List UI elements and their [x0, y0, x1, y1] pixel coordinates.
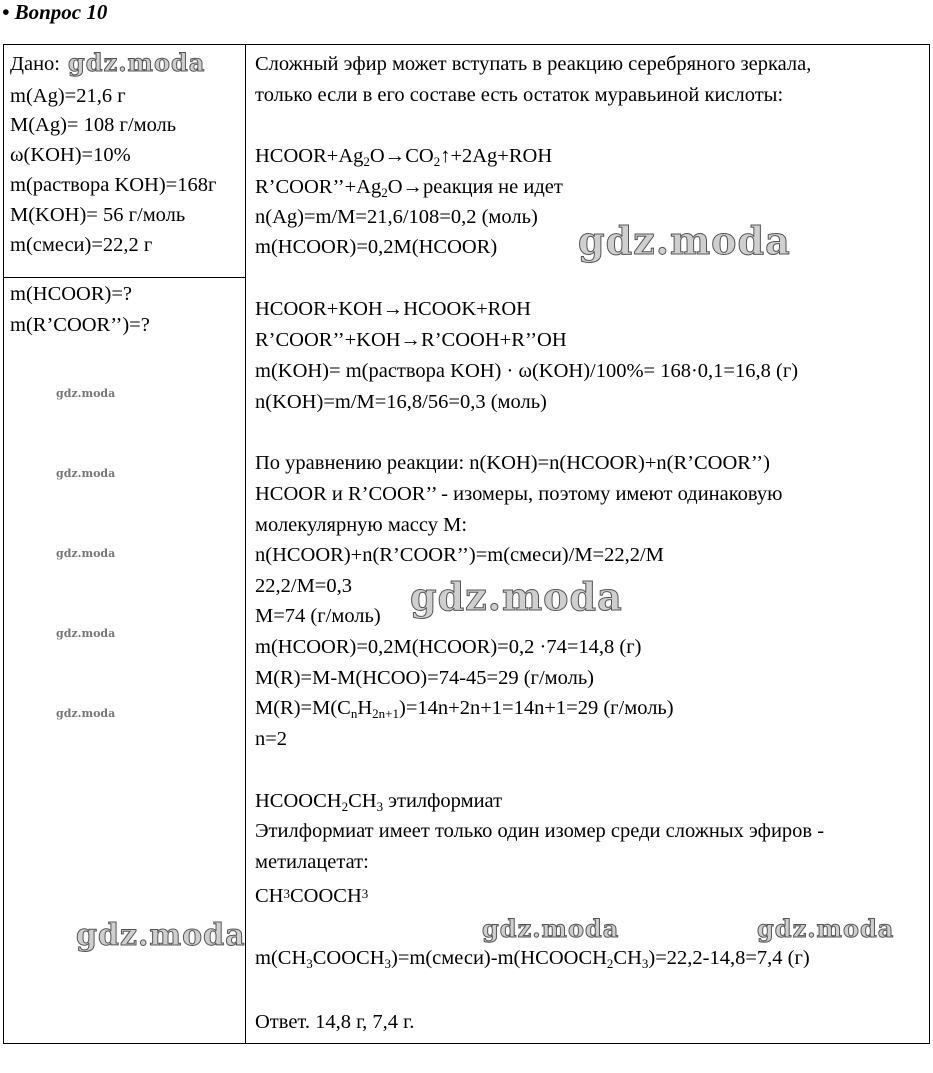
solution-line: M=74 (г/моль) — [255, 605, 381, 627]
given-line: M(KOH)= 56 г/моль — [10, 204, 186, 226]
formula-methyl-acetate-mass: $m(CH_3COOCH_3)=m(смеси)-m(HCOOCH_2CH_3)=22,2-14,8=7,4$ (г) — [255, 947, 810, 971]
watermark: gdz.moda — [56, 627, 116, 640]
solution-line: Сложный эфир может вступать в реакцию серебряного зеркала, — [255, 53, 812, 75]
watermark: gdz.moda — [56, 387, 116, 400]
solution-line: n=2 — [255, 728, 288, 750]
given-line: M(Ag)= 108 г/моль — [10, 114, 177, 136]
solution-line: m(KOH)= m(раствора KOH) · ω(KOH)/100%= 168·0,1=16,8 (г) — [255, 360, 799, 382]
given-line: m(раствора KOH)=168г — [10, 174, 217, 196]
solution-line: HCOOR и R’COOR’’ - изомеры, поэтому имеют одинаковую — [255, 483, 783, 505]
watermark: gdz.moda — [56, 467, 116, 480]
solution-line: n(HCOOR)+n(R’COOR’’)=m(смеси)/M=22,2/M — [255, 544, 664, 566]
watermark: gdz.moda — [56, 547, 116, 560]
given-find-divider — [4, 277, 246, 278]
solution-line: молекулярную массу М: — [255, 514, 468, 536]
watermark: gdz.moda — [68, 48, 206, 77]
equation-silver-mirror: $HCOOR+Ag_2O\to CO_2↑+2Ag+ROH$ — [255, 145, 553, 169]
answer-line: Ответ. 14,8 г, 7,4 г. — [255, 1011, 415, 1033]
given-line: ω(KOH)=10% — [10, 144, 131, 166]
solution-line: M(R)=M-M(HCOO)=74-45=29 (г/моль) — [255, 667, 595, 689]
column-divider — [245, 45, 246, 1043]
watermark: gdz.moda — [56, 707, 116, 720]
solution-line: n(KOH)=m/M=16,8/56=0,3 (моль) — [255, 391, 547, 413]
question-heading: • Вопрос 10 — [2, 0, 108, 24]
solution-line: R’COOR’’+KOH→R’COOH+R’’OH — [255, 329, 567, 351]
given-line: m(Ag)=21,6 г — [10, 85, 126, 107]
watermark: gdz.moda — [76, 918, 246, 953]
watermark: gdz.moda — [578, 218, 791, 263]
solution-line: Этилформиат имеет только один изомер среди сложных эфиров - — [255, 820, 825, 842]
equation-no-reaction: $R’COOR’’+Ag_2O\to реакция$ не идет — [255, 176, 563, 200]
solution-line: метилацетат: — [255, 851, 369, 873]
watermark: gdz.moda — [482, 914, 620, 943]
watermark: gdz.moda — [757, 914, 895, 943]
solution-line: n(Ag)=m/M=21,6/108=0,2 (моль) — [255, 206, 538, 228]
formula-methyl-acetate: $CH_3COOCH_3$ — [255, 885, 369, 907]
watermark: gdz.moda — [410, 574, 623, 619]
find-line: m(HCOOR)=? — [10, 283, 133, 305]
solution-line: только если в его составе есть остаток муравьиной кислоты: — [255, 84, 784, 106]
solution-line: m(HCOOR)=0,2M(HCOOR)=0,2 ·74=14,8 (г) — [255, 636, 642, 658]
solution-line: По уравнению реакции: n(KOH)=n(HCOOR)+n(R’COOR’’) — [255, 452, 770, 474]
formula-alkyl-mass: $M(R)=M(C_nH_{2n+1})=14n+2n+1=14n+1=29$ (г/моль) — [255, 697, 674, 721]
solution-line: m(HCOOR)=0,2M(HCOOR) — [255, 236, 498, 258]
solution-line: HCOOR+KOH→HCOOK+ROH — [255, 298, 531, 320]
find-line: m(R’COOR’’)=? — [10, 314, 150, 336]
given-label: Дано: — [10, 53, 60, 75]
formula-ethyl-formate: $HCOOCH_2CH_3$ этилформиат — [255, 790, 503, 814]
solution-line: 22,2/M=0,3 — [255, 575, 352, 597]
given-line: m(смеси)=22,2 г — [10, 234, 153, 256]
